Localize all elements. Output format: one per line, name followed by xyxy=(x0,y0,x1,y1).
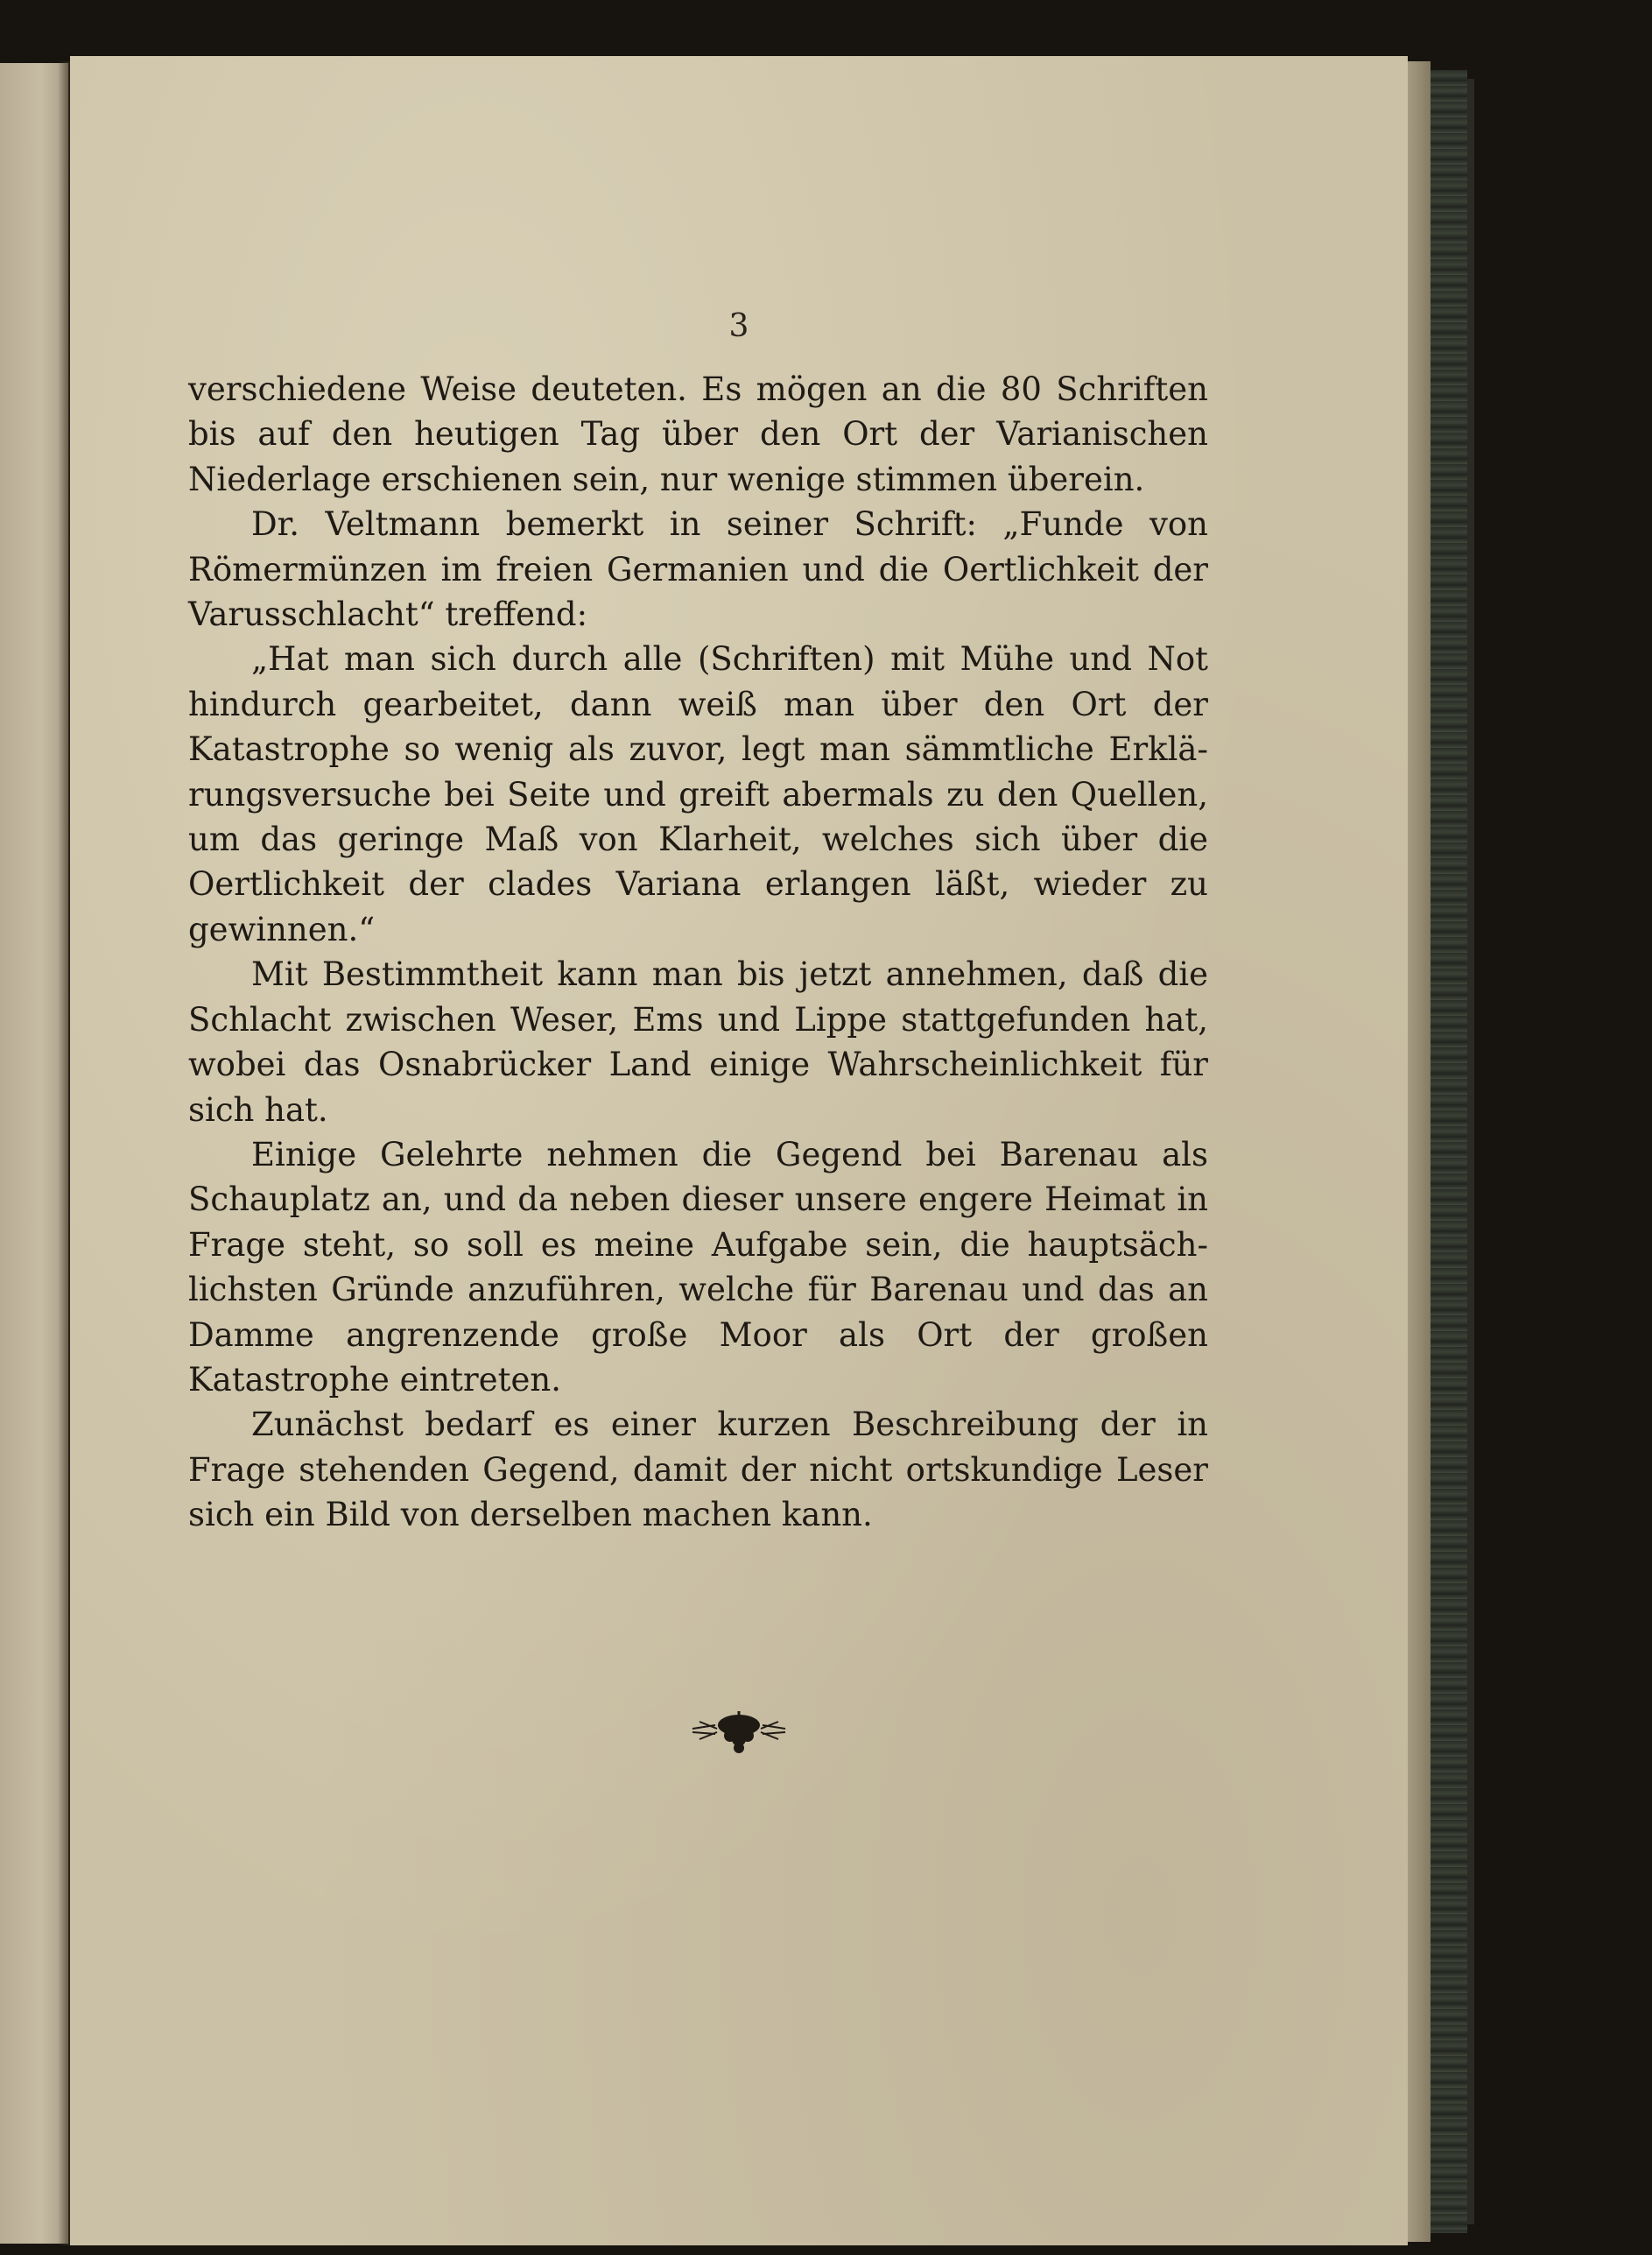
ornament-vignette-icon xyxy=(70,1704,1408,1761)
paragraph-5: Einige Gelehrte nehmen die Gegend bei Barenau als Schauplatz an, und da neben dieser unsere engere Heimat in Frage steht, so soll es meine Aufgabe sein, die hauptsächlichsten Gründe anzuführen, welche für Barenau und das an Damme angrenzende große Moor als Ort der großen Katastrophe eintreten. xyxy=(188,1135,1208,1399)
book-spine xyxy=(1431,70,1467,2233)
paragraph-2: Dr. Veltmann bemerkt in seiner Schrift: „Funde von Römermünzen im freien Germanien und die Oertlichkeit der Varusschlacht“ treffend: xyxy=(188,505,1208,634)
paragraph-1: verschiedene Weise deuteten. Es mögen an die 80 Schriften bis auf den heutigen Tag über den Ort der Varianischen Niederlage erschienen sein, nur wenige stimmen überein. xyxy=(188,370,1208,498)
book-page xyxy=(70,56,1408,2245)
page-number: 3 xyxy=(728,308,749,344)
spine-edge xyxy=(1467,79,1474,2224)
page-stack-edge xyxy=(1408,61,1431,2242)
paragraph-4: Mit Bestimmtheit kann man bis jetzt annehmen, daß die Schlacht zwischen Weser, Ems und Lippe stattgefunden hat, wobei das Osnabrücker Land einige Wahrscheinlichkeit für sich hat. xyxy=(188,955,1208,1129)
body-text xyxy=(188,367,1208,1538)
paragraph-6: Zunächst bedarf es einer kurzen Beschreibung der in Frage stehenden Gegend, damit der nicht ortskundige Leser sich ein Bild von derselben machen kann. xyxy=(188,1406,1208,1534)
paragraph-quote: „Hat man sich durch alle (Schriften) mit Mühe und Not hindurch gearbeitet, dann weiß man über den Ort der Katastrophe so wenig als zuvor, legt man sämmtliche Erklärungsversuche bei Seite und greift abermals zu den Quellen, um das geringe Maß von Klarheit, welches sich über die Oertlichkeit der clades Variana erlangen läßt, wieder zu gewinnen.“ xyxy=(188,640,1208,948)
